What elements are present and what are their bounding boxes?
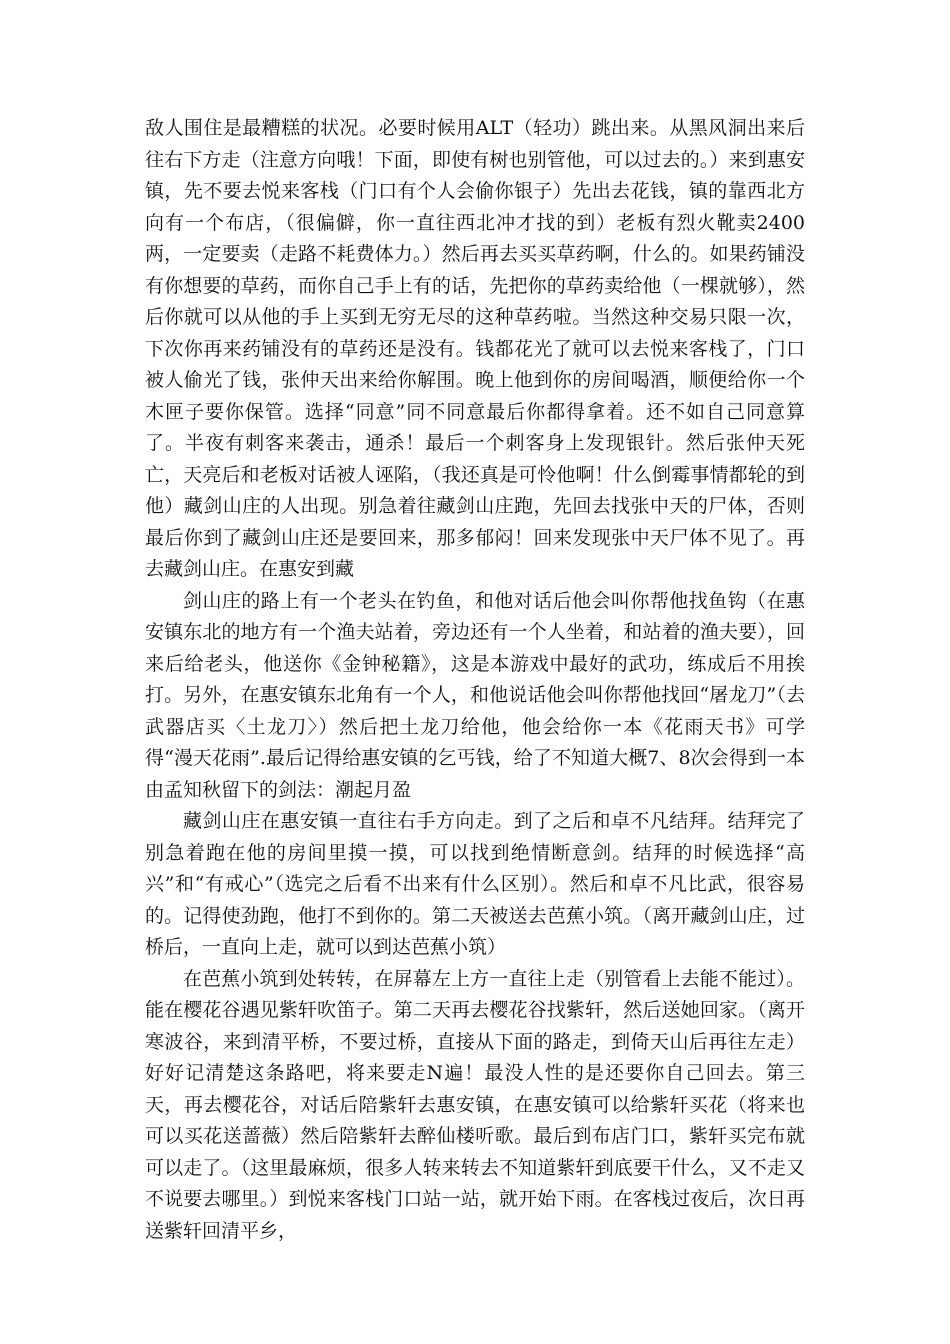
paragraph-4: 在芭蕉小筑到处转转，在屏幕左上方一直往上走（别管看上去能不能过）。能在樱花谷遇见紫轩吹笛子。第二天再去樱花谷找紫轩，然后送她回家。（离开寒波谷，来到清平桥，不要过桥，直接从下面的路走，到倚天山后再往左走）好好记清楚这条路吧，将来要走N遍！最没人性的是还要你自己回去。第三天，再去樱花谷，对话后陪紫轩去惠安镇，在惠安镇可以给紫轩买花（将来也可以买花送蔷薇）然后陪紫轩去醉仙楼听歌。最后到布店门口，紫轩买完布就可以走了。（这里最麻烦，很多人转来转去不知道紫轩到底要干什么，又不走又不说要去哪里。）到悦来客栈门口站一站，就开始下雨。在客栈过夜后，次日再送紫轩回清平乡，	[145, 967, 805, 1242]
paragraph-3: 藏剑山庄在惠安镇一直往右手方向走。到了之后和卓不凡结拜。结拜完了别急着跑在他的房间里摸一摸，可以找到绝情断意剑。结拜的时候选择“高兴”和“有戒心”（选完之后看不出来有什么区别）。然后和卓不凡比武，很容易的。记得使劲跑，他打不到你的。第二天被送去芭蕉小筑。（离开藏剑山庄，过桥后，一直向上走，就可以到达芭蕉小筑）	[145, 810, 805, 958]
paragraph-2: 剑山庄的路上有一个老头在钓鱼，和他对话后他会叫你帮他找鱼钩（在惠安镇东北的地方有一个渔夫站着，旁边还有一个人坐着，和站着的渔夫要），回来后给老头，他送你《金钟秘籍》，这是本游戏中最好的武功，练成后不用挨打。另外，在惠安镇东北角有一个人，和他说话他会叫你帮他找回“屠龙刀”（去武器店买〈土龙刀〉）然后把土龙刀给他，他会给你一本《花雨天书》可学得“漫天花雨”.最后记得给惠安镇的乞丐钱，给了不知道大概7、8次会得到一本由孟知秋留下的剑法：潮起月盈	[145, 589, 805, 801]
document-body	[145, 113, 805, 1247]
paragraph-1: 敌人围住是最糟糕的状况。必要时候用ALT（轻功）跳出来。从黑风洞出来后往右下方走（注意方向哦！下面，即使有树也别管他，可以过去的。）来到惠安镇，先不要去悦来客栈（门口有个人会偷你银子）先出去花钱，镇的靠西北方向有一个布店，（很偏僻，你一直往西北冲才找的到）老板有烈火靴卖2400两，一定要卖（走路不耗费体力。）然后再去买买草药啊，什么的。如果药铺没有你想要的草药，而你自己手上有的话，先把你的草药卖给他（一棵就够），然后你就可以从他的手上买到无穷无尽的这种草药啦。当然这种交易只限一次，下次你再来药铺没有的草药还是没有。钱都花光了就可以去悦来客栈了，门口被人偷光了钱，张仲天出来给你解围。晚上他到你的房间喝酒，顺便给你一个木匣子要你保管。选择“同意”同不同意最后你都得拿着。还不如自己同意算了。半夜有刺客来袭击，通杀！最后一个刺客身上发现银针。然后张仲天死亡，天亮后和老板对话被人诬陷，（我还真是可怜他啊！什么倒霉事情都轮的到他）藏剑山庄的人出现。别急着往藏剑山庄跑，先回去找张中天的尸体，否则最后你到了藏剑山庄还是要回来，那多郁闷！回来发现张中天尸体不见了。再去藏剑山庄。在惠安到藏	[145, 117, 805, 580]
